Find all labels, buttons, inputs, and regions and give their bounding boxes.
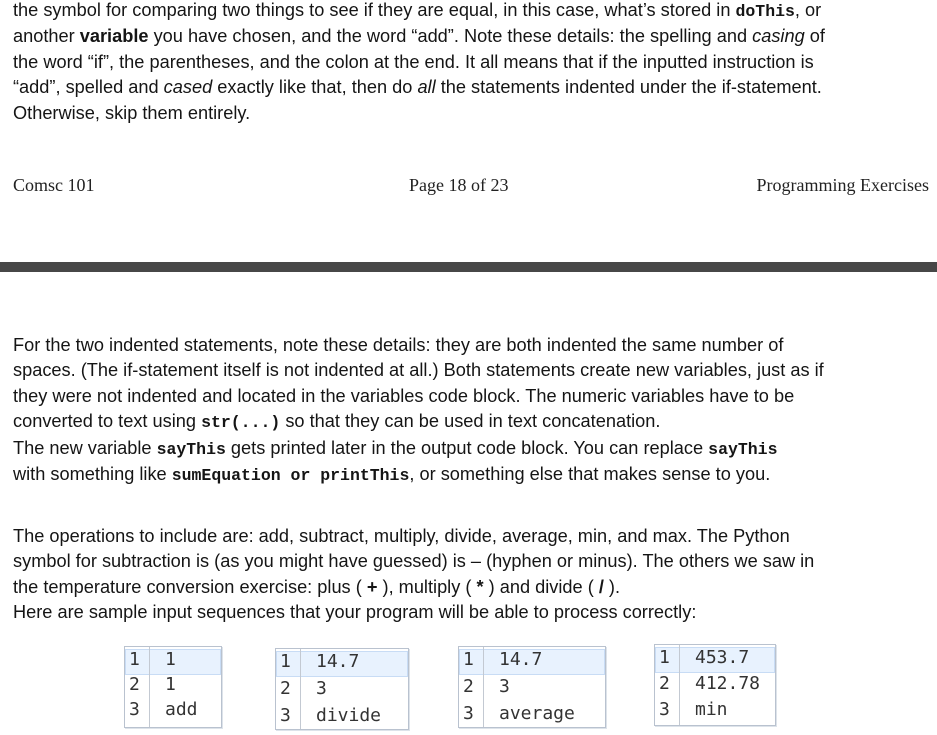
- text-line: spaces. (The if-statement itself is not indented at all.) Both statements create new variables, just as if: [13, 360, 824, 381]
- footer-section-title: Programming Exercises: [756, 175, 929, 195]
- indentation-paragraph: [13, 333, 928, 488]
- intro-paragraph: [13, 0, 928, 126]
- sample-input-box: 1 1 2 1 3 add: [124, 646, 222, 728]
- text-line: The operations to include are: add, subtract, multiply, divide, average, min, and max. The Python: [13, 526, 790, 546]
- text-line: Otherwise, skip them entirely.: [13, 102, 251, 123]
- text-line: the symbol for comparing two things to see if they are equal, in this case, what’s stored in doThis, or: [13, 0, 822, 21]
- text-line: symbol for subtraction is (as you might have guessed) is – (hyphen or minus). The others we saw in: [13, 551, 815, 572]
- text-line: with something like sumEquation or printThis, or something else that makes sense to you.: [13, 464, 771, 486]
- text-line: “add”, spelled and cased exactly like that, then do all the statements indented under the if-statement.: [13, 77, 822, 98]
- footer-course: Comsc 101: [13, 175, 95, 195]
- page-separator: [0, 262, 937, 272]
- page-footer: [13, 175, 929, 201]
- text-line: The new variable sayThis gets printed later in the output code block. You can replace sayThis: [13, 437, 778, 459]
- footer-page-number: Page 18 of 23: [409, 175, 509, 195]
- text-line: the temperature conversion exercise: plus ( + ), multiply ( * ) and divide ( / ).: [13, 576, 621, 597]
- text-line: the word “if”, the parentheses, and the colon at the end. It all means that if the inputted instruction is: [13, 51, 814, 72]
- text-line: converted to text using str(...) so that they can be used in text concatenation.: [13, 411, 661, 433]
- text-line: For the two indented statements, note these details: they are both indented the same number of: [13, 335, 784, 355]
- text-line: they were not indented and located in the variables code block. The numeric variables have to be: [13, 385, 795, 406]
- text-line: Here are sample input sequences that your program will be able to process correctly:: [13, 602, 697, 623]
- sample-input-box: 1 14.7 2 3 3 divide: [275, 648, 409, 730]
- sample-input-box: 1 453.7 2 412.78 3 min: [654, 644, 776, 726]
- operations-paragraph: [13, 524, 928, 626]
- text-line: another variable you have chosen, and the word “add”. Note these details: the spelling and casing of: [13, 26, 825, 47]
- sample-input-box: 1 14.7 2 3 3 average: [458, 646, 606, 728]
